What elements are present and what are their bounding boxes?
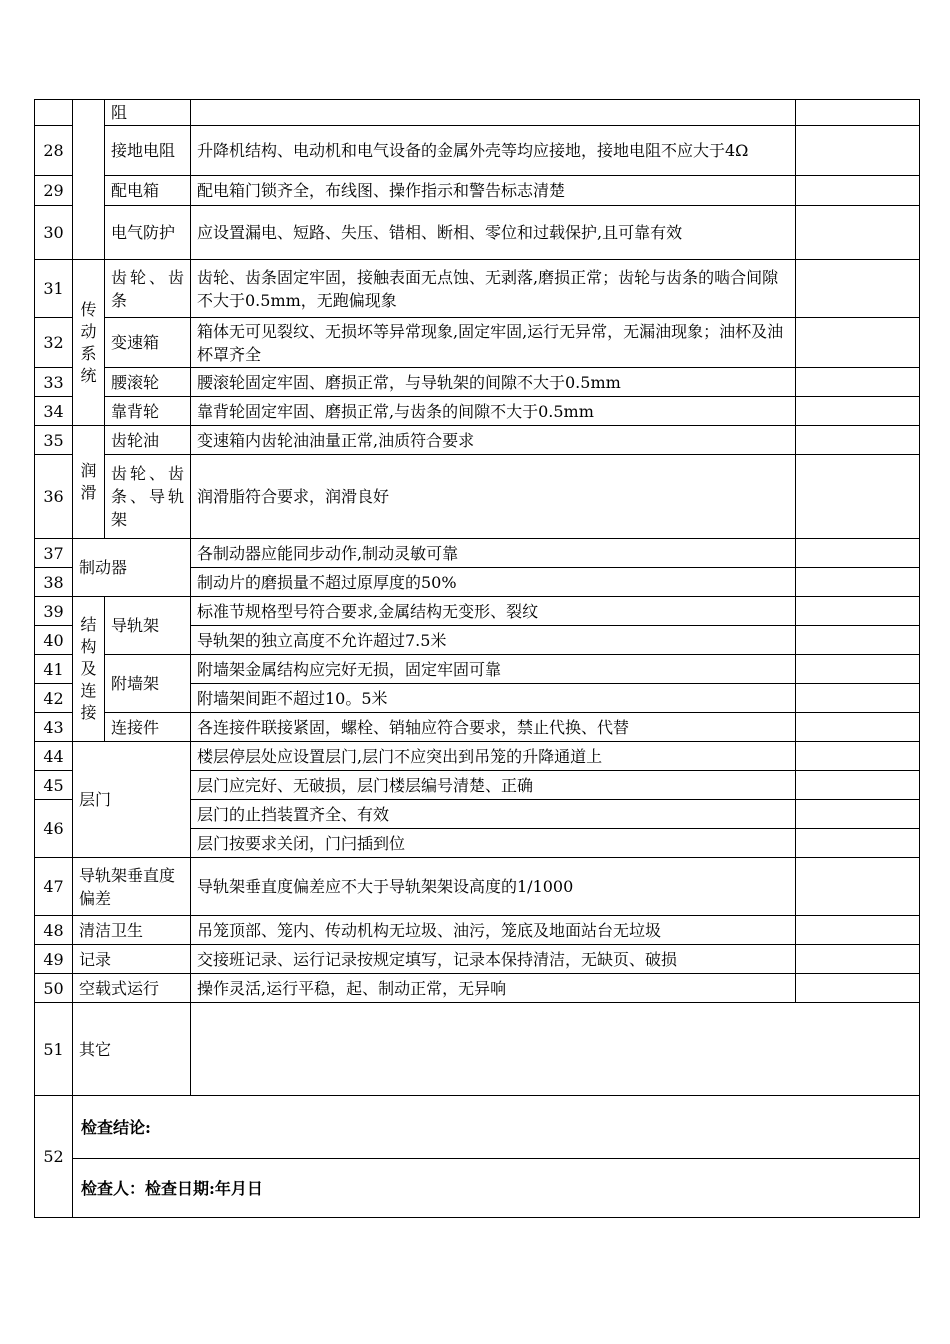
- requirement-text: 层门按要求关闭，门闩插到位: [191, 829, 796, 858]
- item-name: 接地电阻: [105, 126, 191, 176]
- row-number: 37: [35, 539, 73, 568]
- category-name: 其它: [73, 1003, 191, 1096]
- table-row: [35, 126, 920, 176]
- requirement-text: 层门应完好、无破损，层门楼层编号清楚、正确: [191, 771, 796, 800]
- inspector-signature-date[interactable]: 检查人：检查日期:年月日: [73, 1159, 920, 1218]
- category-name: 清洁卫生: [73, 916, 191, 945]
- table-row: [35, 597, 920, 626]
- table-row: [35, 455, 920, 539]
- row-number: 38: [35, 568, 73, 597]
- table-row: [35, 368, 920, 397]
- row-number: 30: [35, 206, 73, 260]
- requirement-text: 标准节规格型号符合要求,金属结构无变形、裂纹: [191, 597, 796, 626]
- table-row: [35, 945, 920, 974]
- row-number: 39: [35, 597, 73, 626]
- requirement-text: 靠背轮固定牢固、磨损正常,与齿条的间隙不大于0.5mm: [191, 397, 796, 426]
- table-row: [35, 426, 920, 455]
- group-landing-door: 层门: [73, 742, 191, 858]
- result-cell[interactable]: [796, 945, 920, 974]
- result-cell[interactable]: [796, 318, 920, 368]
- item-name: 阻: [105, 100, 191, 126]
- inspection-conclusion[interactable]: 检查结论:: [73, 1096, 920, 1159]
- result-cell[interactable]: [796, 100, 920, 126]
- other-notes-cell[interactable]: [191, 1003, 920, 1096]
- result-cell[interactable]: [796, 176, 920, 206]
- table-row: [35, 176, 920, 206]
- row-number: 47: [35, 858, 73, 916]
- table-row: [35, 318, 920, 368]
- row-number: 42: [35, 684, 73, 713]
- table-row: [35, 916, 920, 945]
- result-cell[interactable]: [796, 397, 920, 426]
- group-transmission: 传动系统: [73, 260, 105, 426]
- result-cell[interactable]: [796, 800, 920, 829]
- requirement-text: 交接班记录、运行记录按规定填写，记录本保持清洁，无缺页、破损: [191, 945, 796, 974]
- requirement-text: 齿轮、齿条固定牢固，接触表面无点蚀、无剥落,磨损正常；齿轮与齿条的啮合间隙不大于0.5mm，无跑偏现象: [191, 260, 796, 318]
- row-number: 31: [35, 260, 73, 318]
- result-cell[interactable]: [796, 771, 920, 800]
- requirement-text: 各制动器应能同步动作,制动灵敏可靠: [191, 539, 796, 568]
- item-name: 电气防护: [105, 206, 191, 260]
- result-cell[interactable]: [796, 974, 920, 1003]
- requirement-text: 附墙架金属结构应完好无损，固定牢固可靠: [191, 655, 796, 684]
- table-row: [35, 1159, 920, 1218]
- result-cell[interactable]: [796, 829, 920, 858]
- result-cell[interactable]: [796, 126, 920, 176]
- result-cell[interactable]: [796, 742, 920, 771]
- result-cell[interactable]: [796, 426, 920, 455]
- requirement-text: 导轨架垂直度偏差应不大于导轨架架设高度的1/1000: [191, 858, 796, 916]
- row-number: 48: [35, 916, 73, 945]
- table-row: [35, 742, 920, 771]
- table-row: [35, 655, 920, 684]
- group-structure: 结构及连接: [73, 597, 105, 742]
- row-number: 41: [35, 655, 73, 684]
- result-cell[interactable]: [796, 206, 920, 260]
- requirement-text: 附墙架间距不超过10。5米: [191, 684, 796, 713]
- result-cell[interactable]: [796, 568, 920, 597]
- requirement-text: 吊笼顶部、笼内、传动机构无垃圾、油污，笼底及地面站台无垃圾: [191, 916, 796, 945]
- row-number: 46: [35, 800, 73, 858]
- row-number: 40: [35, 626, 73, 655]
- result-cell[interactable]: [796, 858, 920, 916]
- table-row: [35, 260, 920, 318]
- row-number: 49: [35, 945, 73, 974]
- requirement-text: 操作灵活,运行平稳，起、制动正常，无异响: [191, 974, 796, 1003]
- requirement-text: 润滑脂符合要求，润滑良好: [191, 455, 796, 539]
- table-row: [35, 1096, 920, 1159]
- row-number: 50: [35, 974, 73, 1003]
- inspection-checklist-table: [34, 99, 920, 1218]
- result-cell[interactable]: [796, 368, 920, 397]
- table-row: [35, 206, 920, 260]
- requirement-text: 导轨架的独立高度不允许超过7.5米: [191, 626, 796, 655]
- result-cell[interactable]: [796, 713, 920, 742]
- row-number: 35: [35, 426, 73, 455]
- row-number: [35, 100, 73, 126]
- group-brake: 制动器: [73, 539, 191, 597]
- requirement-text: 制动片的磨损量不超过原厚度的50%: [191, 568, 796, 597]
- category-name: 记录: [73, 945, 191, 974]
- table-row: [35, 858, 920, 916]
- item-name: 齿轮、齿条、导轨架: [105, 455, 191, 539]
- row-number: 36: [35, 455, 73, 539]
- category-name: 导轨架垂直度偏差: [73, 858, 191, 916]
- result-cell[interactable]: [796, 455, 920, 539]
- row-number: 29: [35, 176, 73, 206]
- requirement-text: 变速箱内齿轮油油量正常,油质符合要求: [191, 426, 796, 455]
- row-number: 45: [35, 771, 73, 800]
- result-cell[interactable]: [796, 597, 920, 626]
- row-number: 34: [35, 397, 73, 426]
- row-number: 32: [35, 318, 73, 368]
- row-number: 43: [35, 713, 73, 742]
- requirement-text: 升降机结构、电动机和电气设备的金属外壳等均应接地，接地电阻不应大于4Ω: [191, 126, 796, 176]
- table-row: [35, 100, 920, 126]
- requirement-text: 各连接件联接紧固，螺栓、销轴应符合要求，禁止代换、代替: [191, 713, 796, 742]
- row-number: 52: [35, 1096, 73, 1218]
- result-cell[interactable]: [796, 260, 920, 318]
- row-number: 44: [35, 742, 73, 771]
- table-row: [35, 397, 920, 426]
- requirement-text: 楼层停层处应设置层门,层门不应突出到吊笼的升降通道上: [191, 742, 796, 771]
- requirement-text: 配电箱门锁齐全，布线图、操作指示和警告标志清楚: [191, 176, 796, 206]
- item-name: 齿轮油: [105, 426, 191, 455]
- item-name: 靠背轮: [105, 397, 191, 426]
- item-wall-tie: 附墙架: [105, 655, 191, 713]
- requirement-text: 腰滚轮固定牢固、磨损正常，与导轨架的间隙不大于0.5mm: [191, 368, 796, 397]
- row-number: 28: [35, 126, 73, 176]
- row-number: 33: [35, 368, 73, 397]
- result-cell[interactable]: [796, 539, 920, 568]
- result-cell[interactable]: [796, 655, 920, 684]
- requirement-text: [191, 100, 796, 126]
- requirement-text: 应设置漏电、短路、失压、错相、断相、零位和过载保护,且可靠有效: [191, 206, 796, 260]
- table-row: [35, 974, 920, 1003]
- item-name: 连接件: [105, 713, 191, 742]
- table-row: [35, 713, 920, 742]
- group-lubrication: 润滑: [73, 426, 105, 539]
- requirement-text: 层门的止挡装置齐全、有效: [191, 800, 796, 829]
- result-cell[interactable]: [796, 626, 920, 655]
- item-name: 变速箱: [105, 318, 191, 368]
- result-cell[interactable]: [796, 916, 920, 945]
- group-cell-blank: [73, 100, 105, 260]
- requirement-text: 箱体无可见裂纹、无损坏等异常现象,固定牢固,运行无异常，无漏油现象；油杯及油杯罩齐全: [191, 318, 796, 368]
- result-cell[interactable]: [796, 684, 920, 713]
- row-number: 51: [35, 1003, 73, 1096]
- item-name: 腰滚轮: [105, 368, 191, 397]
- item-name: 齿轮、齿条: [105, 260, 191, 318]
- table-row: [35, 1003, 920, 1096]
- item-name: 配电箱: [105, 176, 191, 206]
- table-row: [35, 539, 920, 568]
- item-guide-rail: 导轨架: [105, 597, 191, 655]
- category-name: 空载式运行: [73, 974, 191, 1003]
